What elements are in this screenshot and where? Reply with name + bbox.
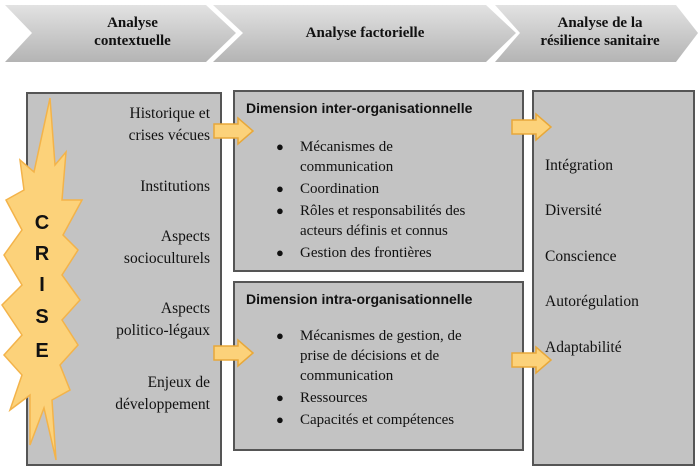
context-item-line: socioculturels — [123, 250, 210, 267]
context-item-line: crises vécues — [128, 127, 210, 144]
list-item — [276, 388, 515, 408]
crise-letter: C — [34, 212, 50, 234]
phase-label-contextual — [70, 14, 195, 50]
resilience-item-self-regulation: Autorégulation — [545, 293, 639, 310]
arrow-right-icon — [212, 116, 256, 146]
list-item — [276, 243, 515, 263]
bullet-icon: ● — [276, 139, 284, 154]
crise-letter: E — [35, 340, 49, 362]
list-item-line: communication — [300, 159, 394, 175]
bullet-icon: ● — [276, 245, 284, 260]
phase-label-line: résilience sanitaire — [540, 33, 660, 49]
list-item — [276, 137, 515, 177]
list-item-line: Coordination — [300, 181, 380, 197]
phase-label-line: Analyse de la — [557, 15, 643, 31]
list-item-line: Capacités et compétences — [300, 412, 455, 428]
phase-label-line: contextuelle — [94, 33, 171, 49]
arrow-right-icon — [212, 338, 256, 368]
list-item — [276, 410, 515, 430]
list-item-line: acteurs définis et connus — [300, 223, 448, 239]
crise-letter: S — [35, 306, 49, 328]
context-item-line: Aspects — [160, 228, 210, 245]
list-item-line: Mécanismes de — [300, 139, 393, 155]
phase-label-resilience — [515, 14, 685, 50]
crise-letter: I — [39, 274, 45, 296]
context-item-line: Institutions — [140, 178, 210, 195]
bullet-icon: ● — [276, 390, 284, 405]
context-item-line: développement — [115, 396, 210, 413]
resilience-item-diversity: Diversité — [545, 202, 602, 219]
context-item-line: politico-légaux — [116, 322, 210, 339]
list-item-line: communication — [300, 368, 394, 384]
list-item-line: Gestion des frontières — [300, 245, 432, 261]
list-item-line: Ressources — [300, 390, 368, 406]
phase-label-line: Analyse — [107, 15, 158, 31]
intra-dimension-list — [276, 326, 515, 432]
context-item-institutions — [90, 176, 210, 198]
context-item-line: Historique et — [129, 105, 210, 122]
list-item-line: Mécanismes de gestion, de — [300, 328, 462, 344]
bullet-icon: ● — [276, 412, 284, 427]
context-item-line: Aspects — [160, 300, 210, 317]
arrow-right-icon — [510, 112, 554, 142]
phase-label-line: Analyse factorielle — [305, 25, 425, 41]
resilience-box — [532, 90, 695, 466]
context-item-political-legal — [90, 298, 210, 342]
resilience-item-adaptability: Adaptabilité — [545, 339, 622, 356]
arrow-right-icon — [510, 345, 554, 375]
list-item — [276, 326, 515, 386]
context-item-development — [90, 372, 210, 416]
list-item-line: Rôles et responsabilités des — [300, 203, 466, 219]
bullet-icon: ● — [276, 328, 284, 343]
resilience-item-awareness: Conscience — [545, 248, 617, 265]
context-item-history — [90, 103, 210, 147]
resilience-item-integration: Intégration — [545, 157, 614, 174]
list-item — [276, 179, 515, 199]
context-item-sociocultural — [90, 226, 210, 270]
intra-dimension-title: Dimension intra-organisationnelle — [246, 291, 473, 307]
inter-dimension-title: Dimension inter-organisationnelle — [246, 100, 473, 116]
crise-letter: R — [34, 243, 50, 265]
bullet-icon: ● — [276, 203, 284, 218]
context-item-line: Enjeux de — [147, 374, 210, 391]
list-item — [276, 201, 515, 241]
bullet-icon: ● — [276, 181, 284, 196]
phase-label-factorial — [270, 24, 460, 42]
list-item-line: prise de décisions et de — [300, 348, 440, 364]
inter-dimension-list — [276, 137, 515, 265]
